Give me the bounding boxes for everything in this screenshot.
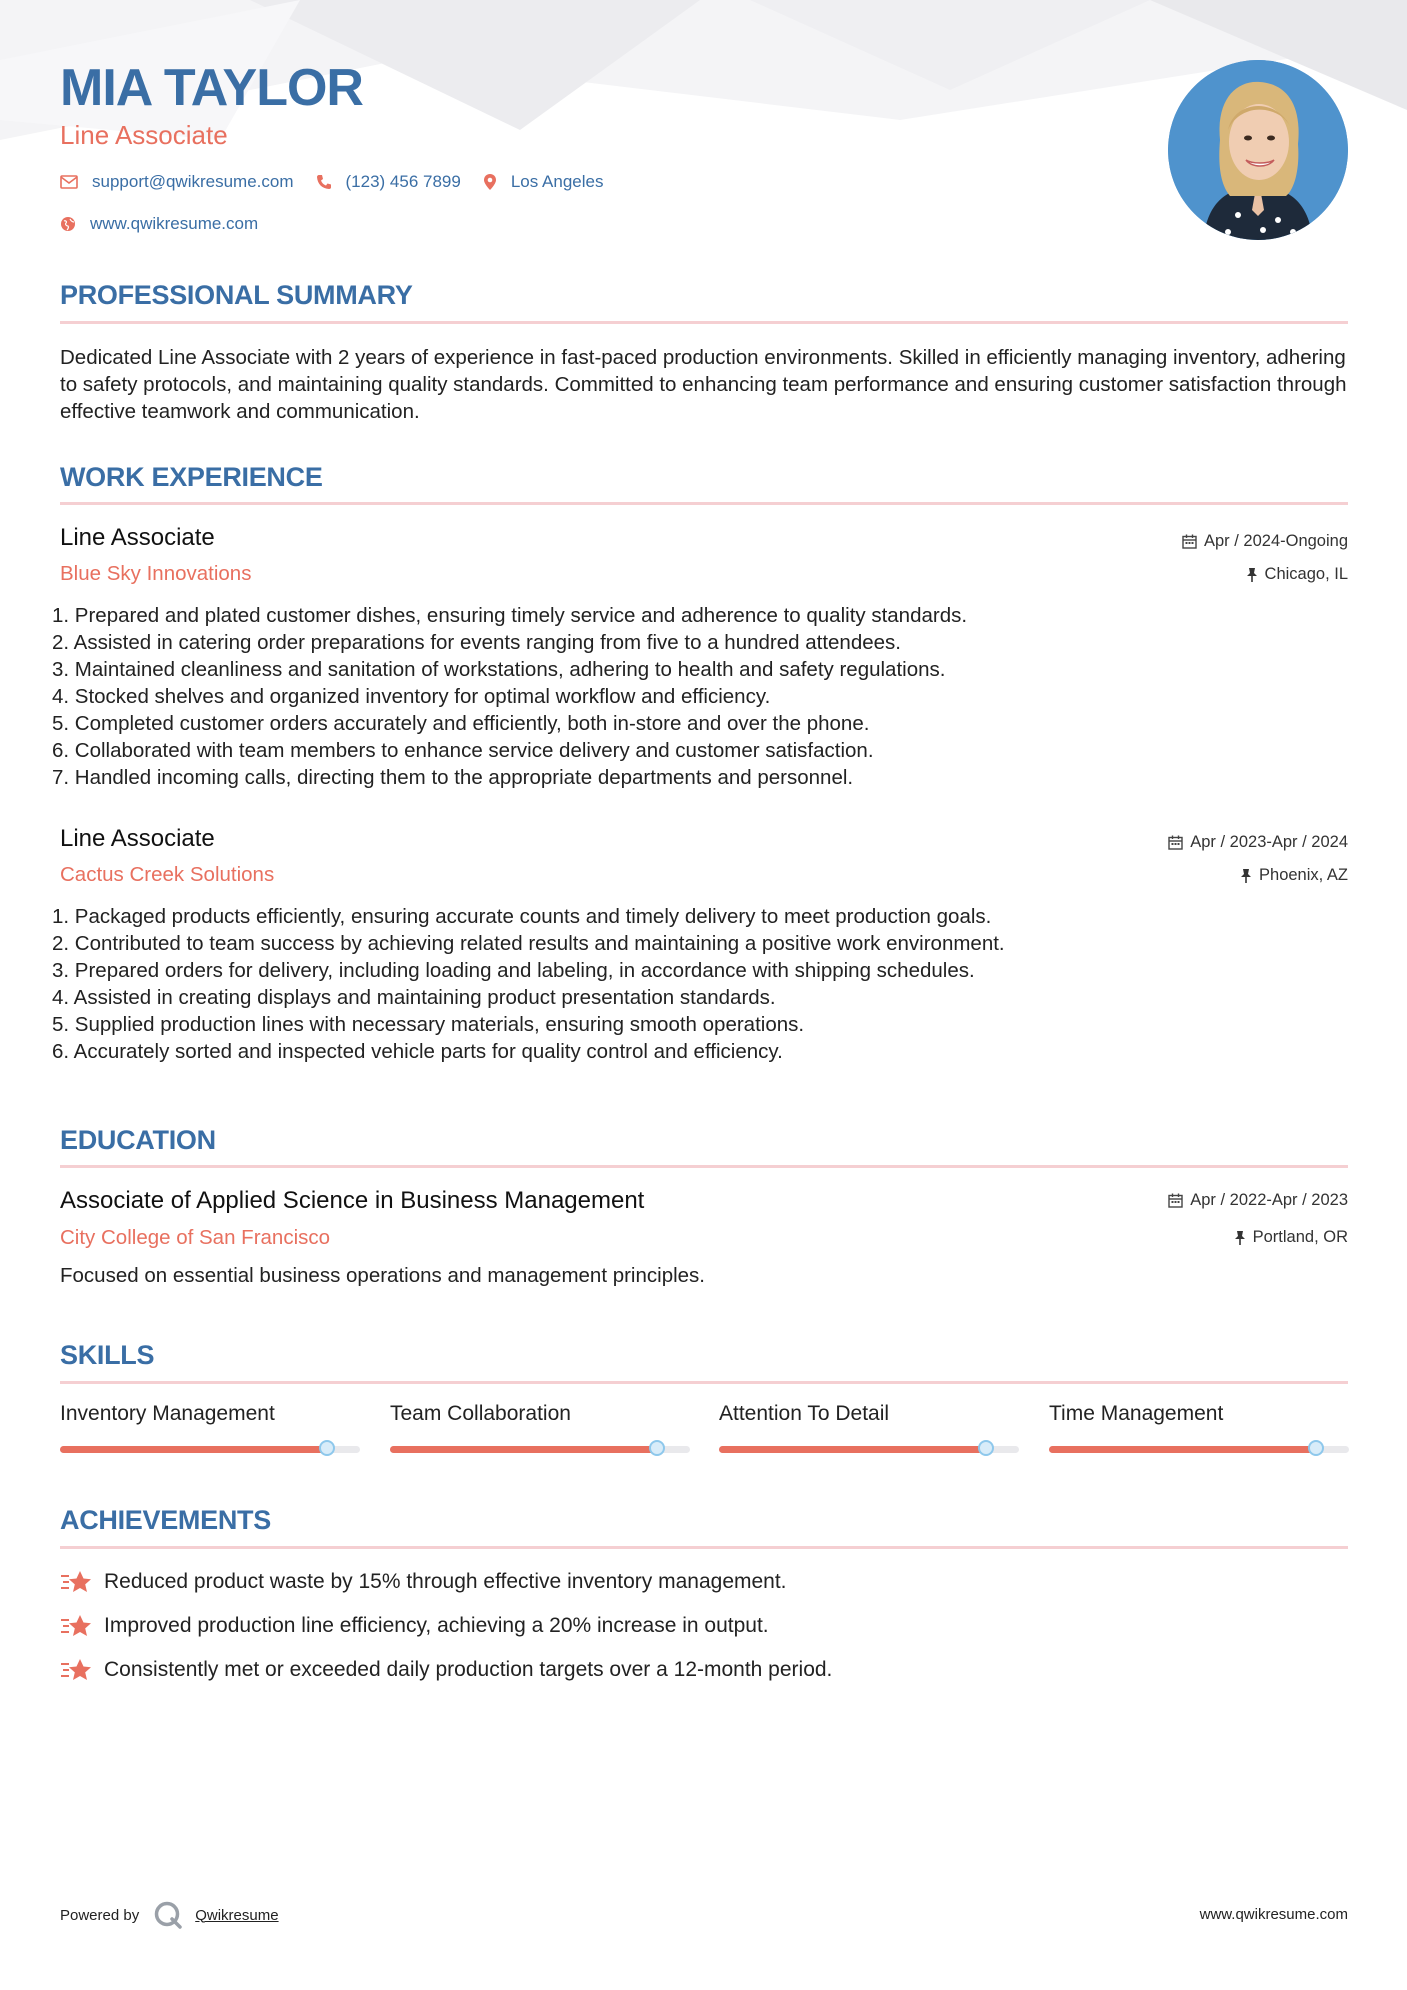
website-text: www.qwikresume.com (90, 214, 259, 233)
job-dates-text: Apr / 2023-Apr / 2024 (1190, 833, 1348, 851)
contact-row-primary (60, 172, 625, 192)
skill-bar-fill (1049, 1446, 1316, 1453)
map-pin-icon (483, 173, 497, 191)
list-item: 4. Assisted in creating displays and maintaining product presentation standards. (52, 986, 776, 1009)
list-item: 2. Assisted in catering order preparations for events ranging from five to a hundred attendees. (52, 631, 901, 654)
list-item: 1. Prepared and plated customer dishes, ensuring timely service and adherence to quality standards. (52, 604, 968, 627)
achievements-divider (60, 1546, 1348, 1549)
achievement-text: Improved production line efficiency, achieving a 20% increase in output. (104, 1614, 769, 1637)
globe-icon (60, 216, 76, 232)
skill-bar (719, 1446, 1019, 1453)
envelope-icon (60, 175, 78, 189)
job-bullets (52, 602, 1342, 791)
footer-powered-by (60, 1900, 279, 1930)
powered-by-label: Powered by (60, 1906, 140, 1924)
education-dates-text: Apr / 2022-Apr / 2023 (1190, 1191, 1348, 1209)
skill-bar-knob (978, 1440, 994, 1456)
job-title: Line Associate (60, 825, 215, 852)
skill-item (60, 1402, 360, 1426)
education-divider (60, 1165, 1348, 1168)
location-contact (483, 172, 604, 192)
education-dates (1168, 1191, 1348, 1210)
achievement-text: Reduced product waste by 15% through effective inventory management. (104, 1570, 787, 1593)
skill-label: Attention To Detail (719, 1402, 890, 1425)
skill-bar (60, 1446, 360, 1453)
job-dates (1168, 833, 1348, 852)
skill-bar-fill (390, 1446, 657, 1453)
skill-label: Team Collaboration (390, 1402, 571, 1425)
achievement-item (60, 1569, 787, 1595)
skill-bar (1049, 1446, 1349, 1453)
profile-photo (1168, 60, 1348, 240)
summary-divider (60, 321, 1348, 324)
calendar-icon (1168, 1193, 1183, 1208)
profile-portrait-illustration (1168, 60, 1348, 240)
calendar-icon (1182, 534, 1197, 549)
phone-icon (316, 174, 332, 190)
list-item: 5. Supplied production lines with necessary materials, ensuring smooth operations. (52, 1013, 805, 1036)
job-dates (1182, 532, 1348, 551)
education-location-text: Portland, OR (1252, 1228, 1348, 1246)
star-icon (60, 1613, 92, 1639)
calendar-icon (1168, 835, 1183, 850)
job-bullets (52, 903, 1342, 1065)
achievements-heading: ACHIEVEMENTS (60, 1505, 271, 1535)
phone-text: (123) 456 7899 (345, 172, 461, 191)
qwikresume-link[interactable]: Qwikresume (195, 1906, 279, 1924)
skill-item (390, 1402, 690, 1426)
skill-bar-knob (1308, 1440, 1324, 1456)
phone-contact[interactable] (316, 172, 461, 192)
location-text: Los Angeles (510, 172, 604, 191)
education-description: Focused on essential business operations and management principles. (60, 1264, 705, 1287)
job-dates-text: Apr / 2024-Ongoing (1203, 532, 1348, 550)
list-item: 6. Collaborated with team members to enhance service delivery and customer satisfaction. (52, 739, 874, 762)
pushpin-icon (1246, 567, 1258, 583)
education-heading: EDUCATION (60, 1125, 216, 1155)
list-item: 5. Completed customer orders accurately and efficiently, both in-store and over the phone. (52, 712, 870, 735)
achievement-item (60, 1657, 832, 1683)
list-item: 7. Handled incoming calls, directing them to the appropriate departments and personnel. (52, 766, 854, 789)
skill-bar-knob (649, 1440, 665, 1456)
star-icon (60, 1657, 92, 1683)
school-name: City College of San Francisco (60, 1226, 331, 1249)
job-location-text: Chicago, IL (1264, 565, 1348, 583)
list-item: 2. Contributed to team success by achieving related results and maintaining a positive work environment. (52, 932, 1005, 955)
footer-website[interactable]: www.qwikresume.com (1199, 1906, 1348, 1923)
achievement-text: Consistently met or exceeded daily production targets over a 12-month period. (104, 1658, 833, 1681)
skill-item (719, 1402, 1019, 1426)
skill-bar (390, 1446, 690, 1453)
skill-bar-knob (319, 1440, 335, 1456)
job-location (1240, 866, 1348, 885)
education-location (1234, 1228, 1348, 1247)
experience-heading: WORK EXPERIENCE (60, 462, 323, 492)
summary-text: Dedicated Line Associate with 2 years of experience in fast-paced production environments. Skilled in efficiently managing inventory, adhering to safety protocols, and maintaining quality standards. Committed to enhancing team performance and ensuring customer satisfaction through effective teamwork and communication. (60, 346, 1347, 423)
email-contact[interactable] (60, 172, 294, 192)
list-item: 6. Accurately sorted and inspected vehicle parts for quality control and efficiency. (52, 1040, 783, 1063)
email-text: support@qwikresume.com (92, 172, 294, 191)
job-company: Blue Sky Innovations (60, 562, 252, 585)
pushpin-icon (1234, 1230, 1246, 1246)
skills-divider (60, 1381, 1348, 1384)
list-item: 1. Packaged products efficiently, ensuring accurate counts and timely delivery to meet production goals. (52, 905, 992, 928)
skill-bar-fill (60, 1446, 327, 1453)
skill-item (1049, 1402, 1349, 1426)
achievement-item (60, 1613, 769, 1639)
summary-heading: PROFESSIONAL SUMMARY (60, 280, 413, 310)
skill-label: Time Management (1049, 1402, 1224, 1425)
star-icon (60, 1569, 92, 1595)
candidate-name: MIA TAYLOR (60, 59, 363, 117)
candidate-title: Line Associate (60, 120, 228, 150)
skills-heading: SKILLS (60, 1340, 155, 1370)
pushpin-icon (1240, 868, 1252, 884)
skill-bar-fill (719, 1446, 986, 1453)
list-item: 4. Stocked shelves and organized inventory for optimal workflow and efficiency. (52, 685, 771, 708)
qwikresume-logo-icon (153, 1900, 183, 1930)
contact-row-secondary (60, 214, 280, 234)
skill-label: Inventory Management (60, 1402, 275, 1425)
list-item: 3. Maintained cleanliness and sanitation of workstations, adhering to health and safety regulations. (52, 658, 946, 681)
website-contact[interactable] (60, 214, 258, 234)
job-location (1246, 565, 1348, 584)
job-company: Cactus Creek Solutions (60, 863, 275, 886)
list-item: 3. Prepared orders for delivery, including loading and labeling, in accordance with shipping schedules. (52, 959, 975, 982)
degree-title: Associate of Applied Science in Business Management (60, 1187, 645, 1214)
job-location-text: Phoenix, AZ (1259, 866, 1348, 884)
job-title: Line Associate (60, 524, 215, 551)
experience-divider (60, 502, 1348, 505)
